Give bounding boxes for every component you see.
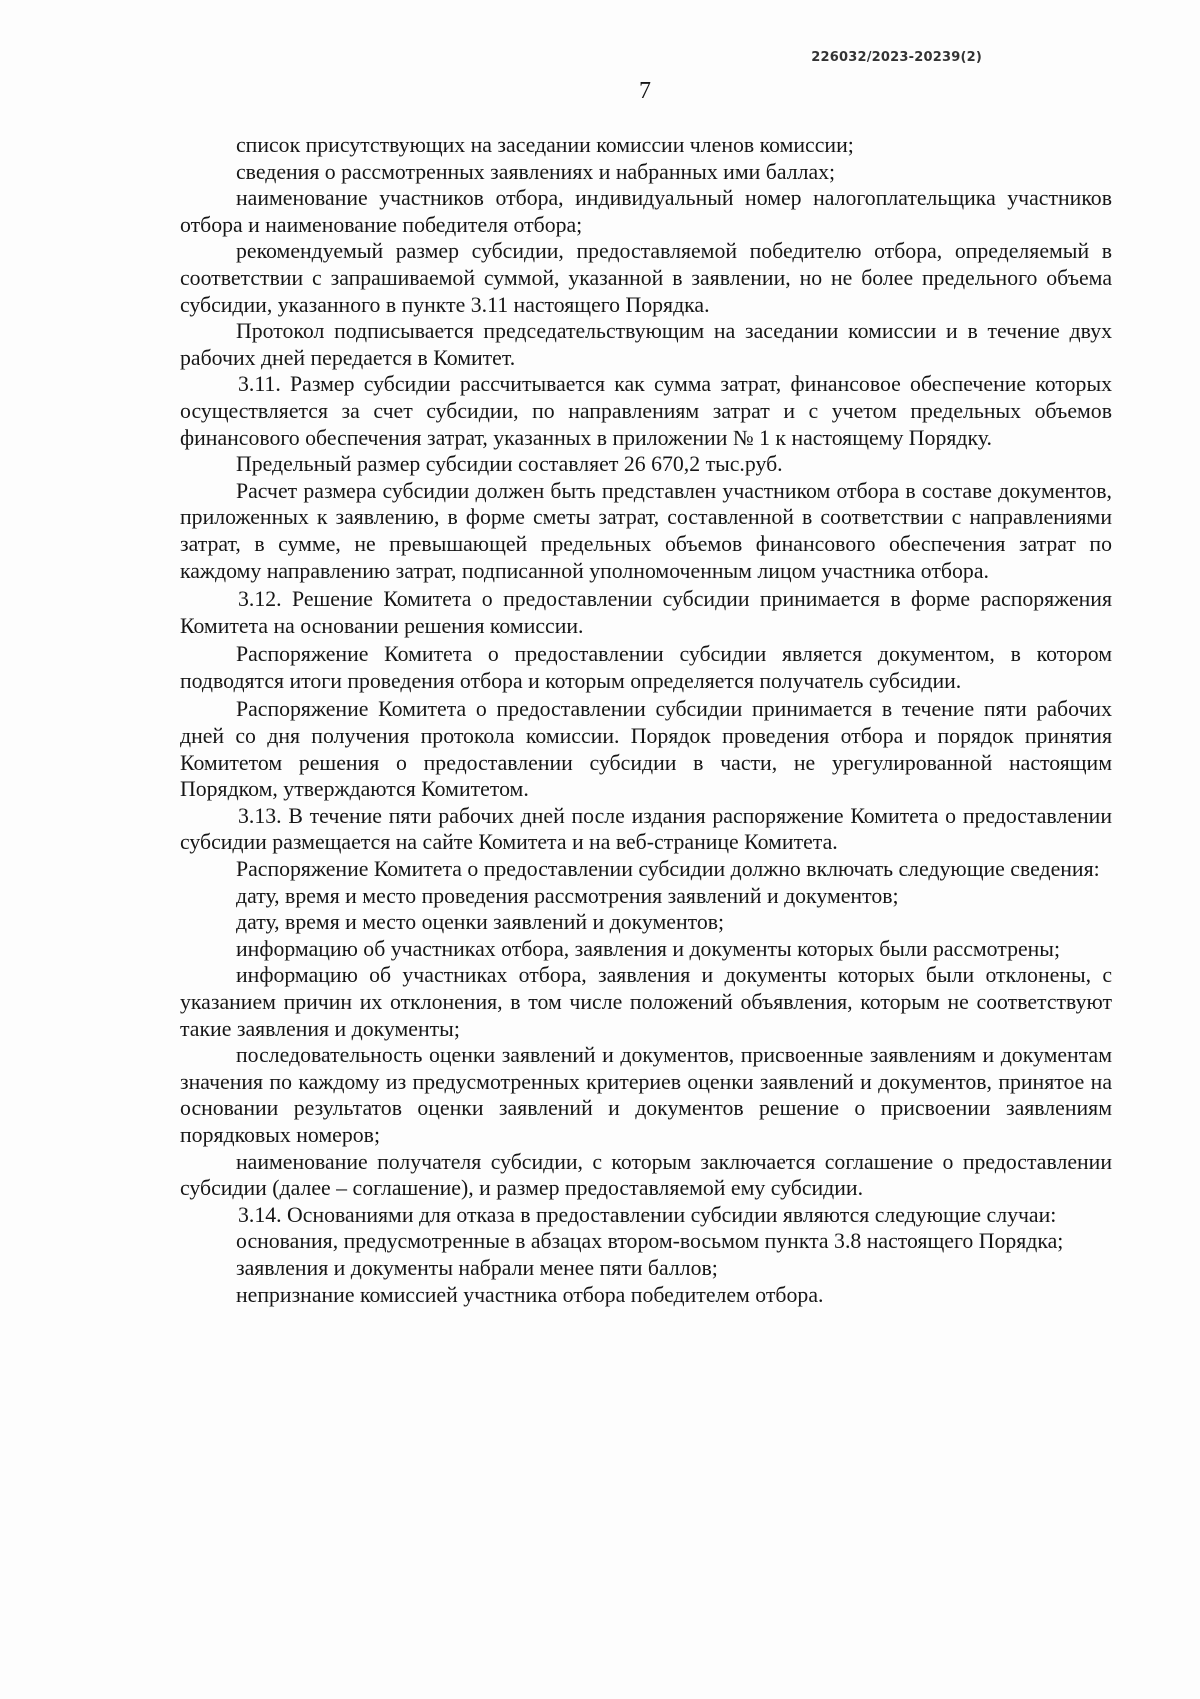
paragraph: Распоряжение Комитета о предоставлении субсидии является документом, в котором подводятся итоги проведения отбора и которым определяется получатель субсидии. xyxy=(180,642,1112,693)
list-item: информацию об участниках отбора, заявления и документы которых были рассмотрены; xyxy=(236,936,1061,961)
list-item: информацию об участниках отбора, заявления и документы которых были отклонены, с указанием причин их отклонения, в том числе положений объявления, которым не соответствуют такие заявления и документы; xyxy=(180,963,1112,1041)
page-number: 7 xyxy=(639,78,651,104)
document-registration-number: 226032/2023-20239(2) xyxy=(811,50,982,65)
paragraph: сведения о рассмотренных заявлениях и набранных ими баллах; xyxy=(236,159,836,184)
list-item: дату, время и место проведения рассмотрения заявлений и документов; xyxy=(236,883,899,908)
paragraph: Протокол подписывается председательствующим на заседании комиссии и в течение двух рабочих дней передается в Комитет. xyxy=(180,319,1112,370)
clause-3-12: 3.12. Решение Комитета о предоставлении субсидии принимается в форме распоряжения Комитета на основании решения комиссии. xyxy=(180,587,1112,638)
list-item: дату, время и место оценки заявлений и документов; xyxy=(236,910,725,935)
paragraph: Расчет размера субсидии должен быть представлен участником отбора в составе документов, приложенных к заявлению, в форме сметы затрат, составленной в соответствии с направлениями затрат, в сумме, не превышающей предельных объемов финансового обеспечения затрат по каждому направлению затрат, подписанной уполномоченным лицом участника отбора. xyxy=(180,478,1112,583)
paragraph: список присутствующих на заседании комиссии членов комиссии; xyxy=(236,133,854,157)
list-item: наименование получателя субсидии, с которым заключается соглашение о предоставлении субсидии (далее – соглашение), и размер предоставляемой ему субсидии. xyxy=(180,1149,1112,1201)
list-item: заявления и документы набрали менее пяти баллов; xyxy=(236,1255,718,1280)
paragraph: наименование участников отбора, индивидуальный номер налогоплательщика участников отбора и наименование победителя отбора; xyxy=(180,186,1112,237)
paragraph: Предельный размер субсидии составляет 26 670,2 тыс.руб. xyxy=(236,452,783,477)
clause-3-13: 3.13. В течение пяти рабочих дней после издания распоряжение Комитета о предоставлении субсидии размещается на сайте Комитета и на веб-странице Комитета. xyxy=(180,803,1112,855)
clause-3-14: 3.14. Основаниями для отказа в предоставлении субсидии являются следующие случаи: xyxy=(238,1202,1057,1227)
list-item: основания, предусмотренные в абзацах втором-восьмом пункта 3.8 настоящего Порядка; xyxy=(236,1229,1064,1254)
list-item: последовательность оценки заявлений и документов, присвоенные заявлениям и документам значения по каждому из предусмотренных критериев оценки заявлений и документов, принятое на основании результатов оценки заявлений и документов решение о присвоении заявлениям порядковых номеров; xyxy=(180,1043,1112,1147)
paragraph: Распоряжение Комитета о предоставлении субсидии должно включать следующие сведения: xyxy=(236,857,1100,882)
clause-3-11: 3.11. Размер субсидии рассчитывается как сумма затрат, финансовое обеспечение которых осуществляется за счет субсидии, по направлениям затрат и с учетом предельных объемов финансового обеспечения затрат, указанных в приложении № 1 к настоящему Порядку. xyxy=(180,372,1112,450)
paragraph: рекомендуемый размер субсидии, предоставляемой победителю отбора, определяемый в соответствии с запрашиваемой суммой, указанной в заявлении, но не более предельного объема субсидии, указанного в пункте 3.11 настоящего Порядка. xyxy=(180,239,1112,317)
list-item: непризнание комиссией участника отбора победителем отбора. xyxy=(236,1282,824,1307)
paragraph: Распоряжение Комитета о предоставлении субсидии принимается в течение пяти рабочих дней со дня получения протокола комиссии. Порядок проведения отбора и порядок принятия Комитетом решения о предоставлении субсидии в части, не урегулированной настоящим Порядком, утверждаются Комитетом. xyxy=(180,697,1112,802)
document-body xyxy=(180,132,1112,1308)
